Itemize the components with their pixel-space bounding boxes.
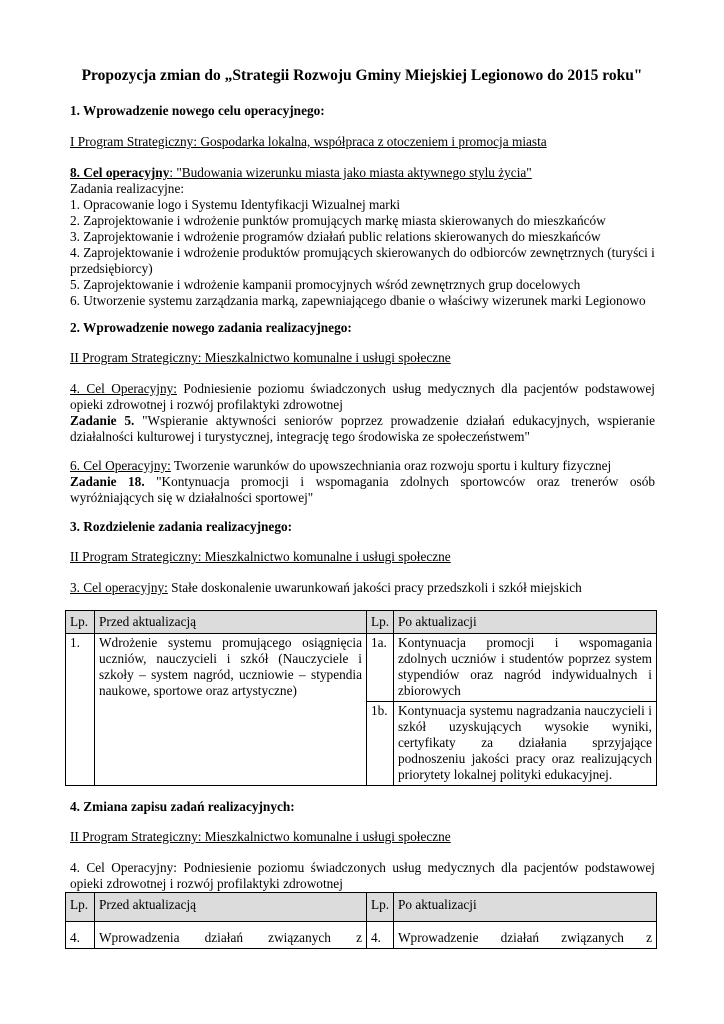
- column-header: Lp.: [367, 893, 394, 922]
- table-row: [66, 922, 657, 949]
- table-cell-before: Wdrożenie systemu promującego osiągnięcia uczniów, nauczycieli i szkół (Nauczyciele i szkoły – system nagród, uczniowie – stypendia naukowe, sportowe oraz artystyczne): [95, 634, 367, 786]
- list-item: 1. Opracowanie logo i Systemu Identyfikacji Wizualnej marki: [70, 197, 401, 212]
- table-cell-lp: 1b.: [367, 702, 394, 786]
- section-4-heading: 4. Zmiana zapisu zadań realizacyjnych:: [70, 799, 295, 814]
- section-4-table: [65, 892, 657, 949]
- section-2-heading: 2. Wprowadzenie nowego zadania realizacyjnego:: [70, 320, 352, 335]
- document-title: Propozycja zmian do „Strategii Rozwoju Gminy Miejskiej Legionowo do 2015 roku": [81, 67, 643, 84]
- column-header: Lp.: [367, 611, 394, 634]
- task-label: Zadanie 18.: [70, 474, 145, 489]
- section-1-goal: [70, 165, 655, 181]
- table-header-row: [66, 893, 657, 922]
- list-item: 6. Utworzenie systemu zarządzania marką, zapewniającego dbanie o właściwy wizerunek marki Legionowo: [70, 293, 646, 308]
- goal-label: 8. Cel operacyjny: [70, 165, 170, 180]
- task-list: [70, 197, 655, 309]
- goal-text: Tworzenie warunków do upowszechniania oraz rozwoju sportu i kultury fizycznej: [170, 458, 612, 473]
- section-3-program: II Program Strategiczny: Mieszkalnictwo komunalne i usługi społeczne: [70, 549, 451, 564]
- table-cell-lp: 4.: [367, 922, 394, 949]
- column-header: Przed aktualizacją: [95, 893, 367, 922]
- goal-text: : "Budowania wizerunku miasta jako miasta aktywnego stylu życia": [169, 165, 532, 180]
- column-header: Po aktualizacji: [394, 611, 657, 634]
- table-header-row: [66, 611, 657, 634]
- section-2-program: II Program Strategiczny: Mieszkalnictwo komunalne i usługi społeczne: [70, 350, 451, 365]
- section-1-program: I Program Strategiczny: Gospodarka lokalna, współpraca z otoczeniem i promocja miasta: [70, 134, 547, 149]
- list-item: 2. Zaprojektowanie i wdrożenie punktów promujących markę miasta skierowanych do mieszkańców: [70, 213, 606, 228]
- list-item: 3. Zaprojektowanie i wdrożenie programów działań public relations skierowanych do mieszkańców: [70, 229, 601, 244]
- column-header: Lp.: [66, 893, 95, 922]
- table-cell-after: Kontynuacja systemu nagradzania nauczycieli i szkół uzyskujących wysokie wyniki, certyfikaty za działania sprzyjające podnoszeniu jakości pracy oraz realizujących priorytety lokalnej polityki edukacyjnej.: [394, 702, 657, 786]
- table-cell-lp: 1a.: [367, 634, 394, 702]
- section-4-goal: 4. Cel Operacyjny: Podniesienie poziomu świadczonych usług medycznych dla pacjentów podstawowej opieki zdrowotnej i rozwój profilaktyki zdrowotnej: [70, 860, 655, 891]
- task-label: Zadanie 5.: [70, 413, 135, 428]
- section-4-program: II Program Strategiczny: Mieszkalnictwo komunalne i usługi społeczne: [70, 829, 451, 844]
- table-cell-before: Wprowadzenia działań związanych z: [95, 922, 367, 949]
- list-item: 4. Zaprojektowanie i wdrożenie produktów promujących skierowanych do odbiorców zewnętrznych (turyści i przedsiębiorcy): [70, 245, 655, 276]
- column-header: Po aktualizacji: [394, 893, 657, 922]
- table-cell-lp: 1.: [66, 634, 95, 786]
- goal-text: Stałe doskonalenie uwarunkowań jakości pracy przedszkoli i szkół miejskich: [167, 580, 582, 595]
- section-3-heading: 3. Rozdzielenie zadania realizacyjnego:: [70, 519, 293, 534]
- table-row: [66, 634, 657, 702]
- goal-label: 3. Cel operacyjny:: [70, 580, 168, 595]
- column-header: Lp.: [66, 611, 95, 634]
- task-text: "Kontynuacja promocji i wspomagania zdolnych sportowców oraz trenerów osób wyróżniających się w działalności sportowej": [70, 474, 655, 505]
- section-3-table: [65, 610, 657, 786]
- task-text: "Wspieranie aktywności seniorów poprzez prowadzenie działań edukacyjnych, wspieranie działalności kulturowej i turystycznej, integrację tego środowiska ze społeczeństwem": [70, 413, 655, 444]
- table-cell-after: Wprowadzenie działań związanych z: [394, 922, 657, 949]
- goal-label: 4. Cel Operacyjny:: [70, 381, 177, 396]
- goal-text: Podniesienie poziomu świadczonych usług medycznych dla pacjentów podstawowej opieki zdrowotnej i rozwój profilaktyki zdrowotnej: [70, 381, 655, 412]
- section-2-goal-6: [70, 458, 655, 506]
- section-1-heading: 1. Wprowadzenie nowego celu operacyjnego:: [70, 103, 325, 118]
- table-cell-after: Kontynuacja promocji i wspomagania zdolnych uczniów i studentów poprzez system stypendiów oraz nagród indywidualnych i zbiorowych: [394, 634, 657, 702]
- tasks-label: Zadania realizacyjne:: [70, 181, 185, 196]
- section-3-goal: [70, 580, 655, 596]
- column-header: Przed aktualizacją: [95, 611, 367, 634]
- table-cell-lp: 4.: [66, 922, 95, 949]
- list-item: 5. Zaprojektowanie i wdrożenie kampanii promocyjnych wśród zewnętrznych grup docelowych: [70, 277, 581, 292]
- goal-label: 6. Cel Operacyjny:: [70, 458, 171, 473]
- section-2-goal-4: [70, 381, 655, 445]
